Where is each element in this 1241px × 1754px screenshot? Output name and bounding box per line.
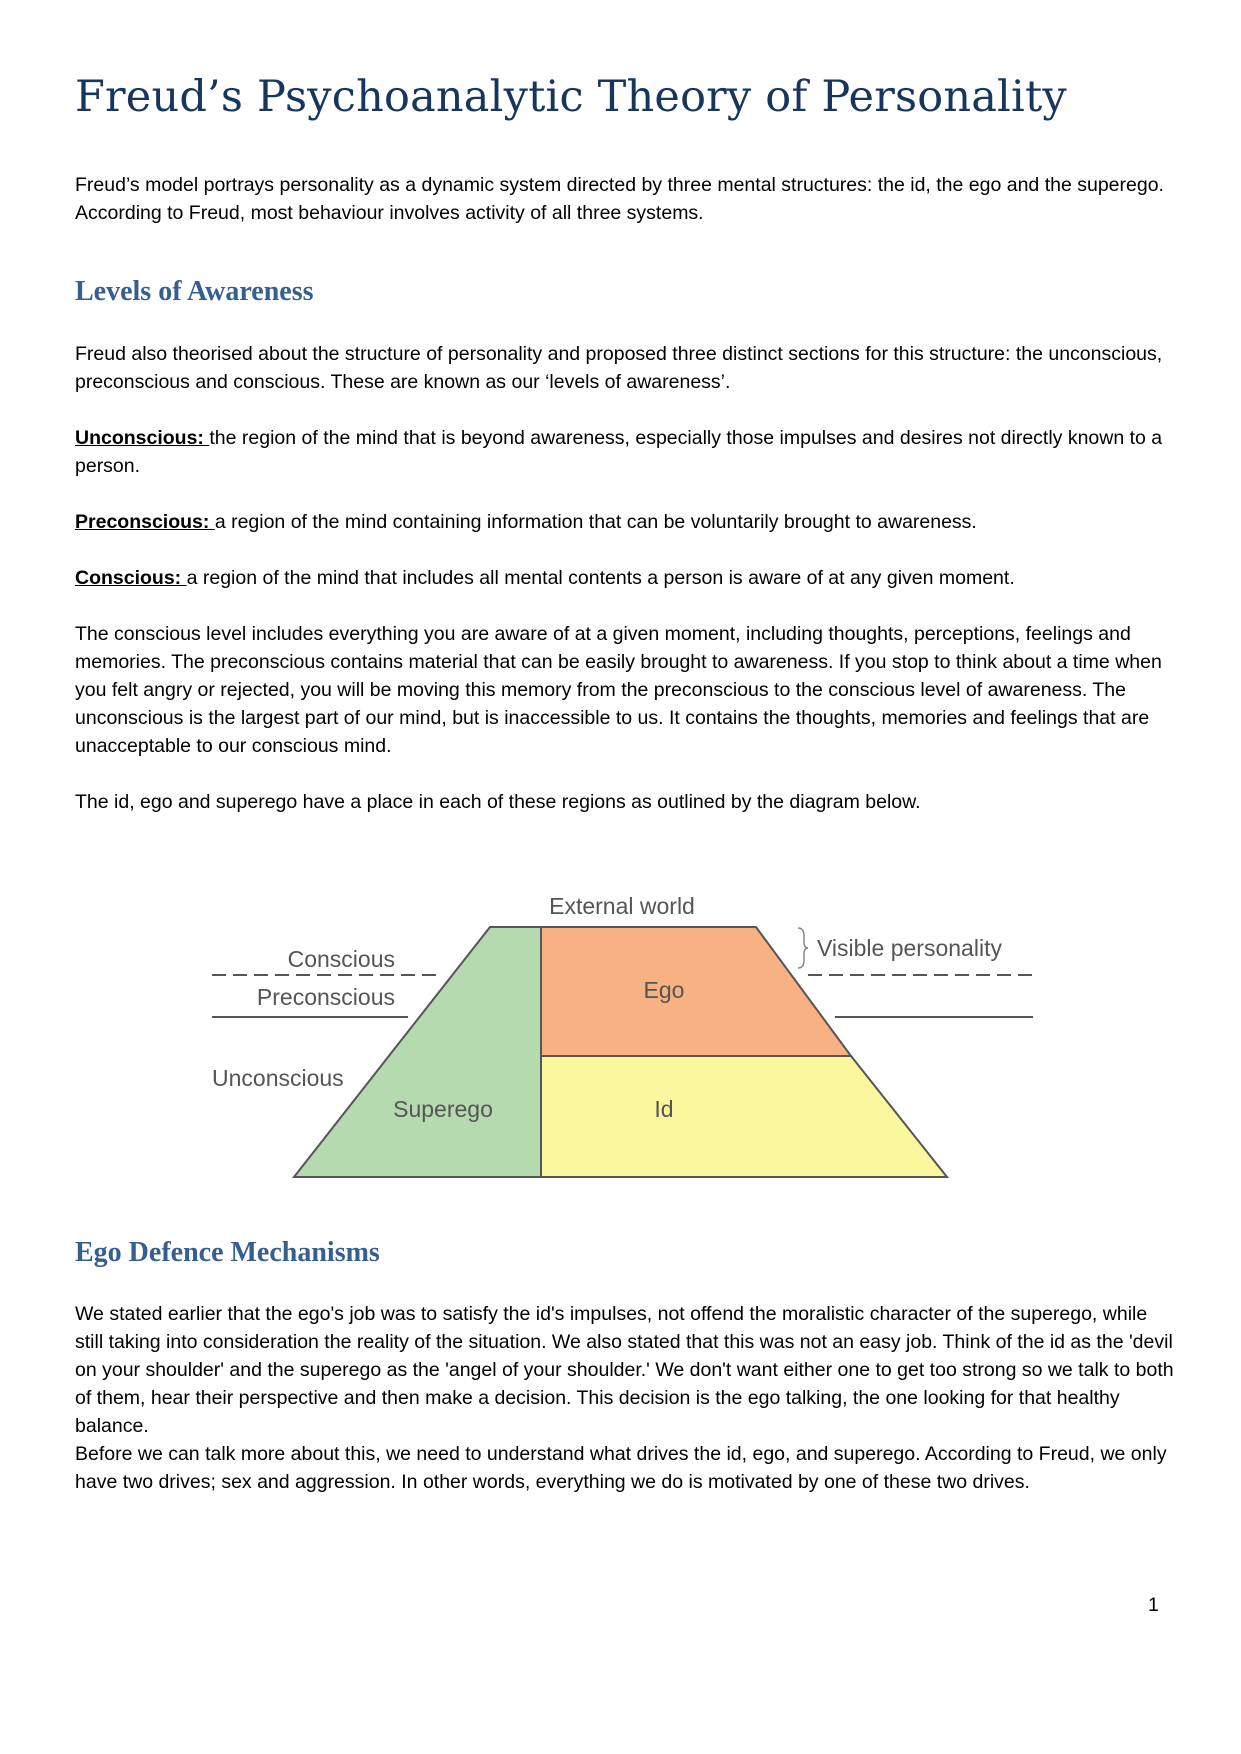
personality-structure-diagram [195, 880, 1045, 1190]
conscious-label: Conscious [287, 946, 395, 972]
unconscious-definition [75, 424, 1175, 480]
external-world-label: External world [549, 893, 695, 919]
preconscious-definition [75, 508, 1175, 536]
diagram-intro-paragraph: The id, ego and superego have a place in each of these regions as outlined by the diagram below. [75, 791, 921, 813]
levels-intro-paragraph: Freud also theorised about the structure of personality and proposed three distinct sections for this structure: the unconscious, preconscious and conscious. These are known as our ‘levels of awareness’. [75, 343, 1163, 393]
defence-paragraph-1: We stated earlier that the ego's job was to satisfy the id's impulses, not offend the moralistic character of the superego, while still taking into consideration the reality of the situation. We also stated that this was not an easy job. Think of the id as the 'devil on your shoulder' and the superego as the 'angel of your shoulder.' We don't want either one to get too strong so we talk to both of them, hear their perspective and then make a decision. This decision is the ego talking, the one looking for that healthy balance. [75, 1303, 1174, 1437]
levels-heading: Levels of Awareness [75, 276, 314, 307]
superego-label: Superego [393, 1096, 493, 1122]
intro-paragraph: Freud’s model portrays personality as a dynamic system directed by three mental structures: the id, the ego and the superego. According to Freud, most behaviour involves activity of all three systems. [75, 174, 1164, 224]
conscious-term: Conscious: [75, 567, 182, 589]
preconscious-label: Preconscious [256, 984, 395, 1010]
defence-paragraph-2: Before we can talk more about this, we need to understand what drives the id, ego, and superego. According to Freud, we only have two drives; sex and aggression. In other words, everything we do is motivated by one of these two drives. [75, 1443, 1167, 1493]
preconscious-definition-text: a region of the mind containing information that can be voluntarily brought to awareness. [214, 511, 977, 533]
id-label: Id [654, 1096, 674, 1122]
levels-explanation-paragraph: The conscious level includes everything you are aware of at a given moment, including thoughts, perceptions, feelings and memories. The preconscious contains material that can be easily brought to awareness. If you stop to think about a time when you felt angry or rejected, you will be moving this memory from the preconscious to the conscious level of awareness. The unconscious is the largest part of our mind, but is inaccessible to us. It contains the thoughts, memories and feelings that are unacceptable to our conscious mind. [75, 623, 1162, 757]
visible-personality-brace [798, 928, 808, 968]
unconscious-term: Unconscious: [75, 427, 204, 449]
document-title: Freud’s Psychoanalytic Theory of Personality [75, 72, 1067, 122]
conscious-definition [75, 564, 1175, 592]
preconscious-term: Preconscious: [75, 511, 210, 533]
page-number: 1 [1148, 1594, 1159, 1616]
unconscious-label: Unconscious [212, 1065, 344, 1091]
conscious-definition-text: a region of the mind that includes all mental contents a person is aware of at any given moment. [186, 567, 1015, 589]
id-region [541, 1056, 947, 1177]
ego-label: Ego [643, 977, 685, 1003]
unconscious-definition-text: the region of the mind that is beyond awareness, especially those impulses and desires not directly known to a person. [75, 427, 1163, 477]
defence-heading: Ego Defence Mechanisms [75, 1237, 380, 1268]
visible-personality-label: Visible personality [817, 935, 1002, 961]
